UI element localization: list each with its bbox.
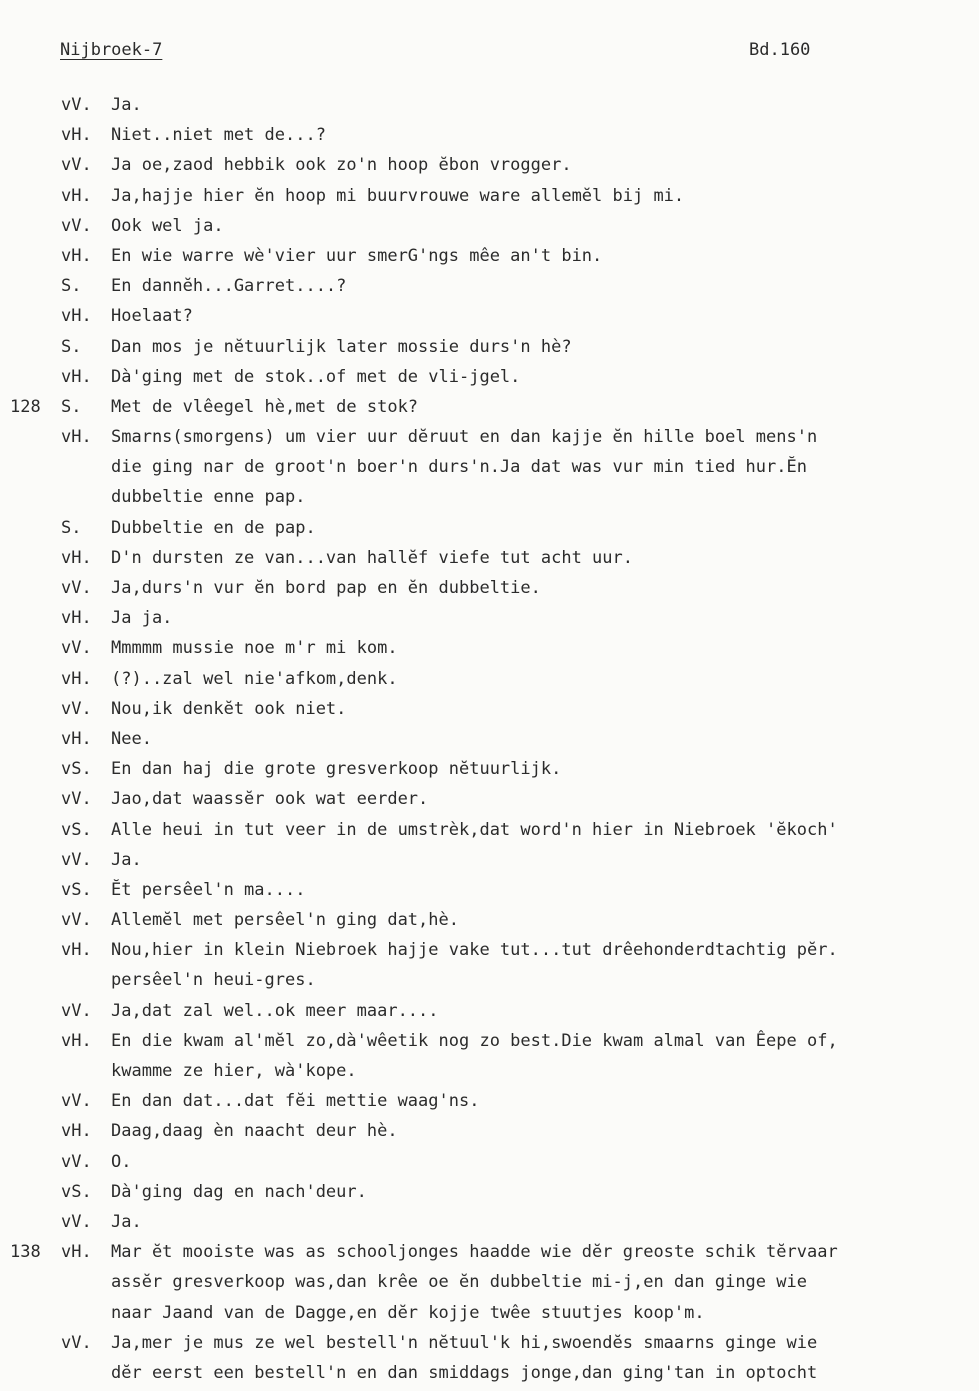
transcript-line <box>0 332 979 362</box>
transcript-line <box>0 815 979 845</box>
speaker-label: vV. <box>61 1332 92 1353</box>
utterance-text: Nee. <box>111 728 152 749</box>
transcript-line <box>0 120 979 150</box>
speaker-label: vH. <box>61 1121 92 1142</box>
speaker-label: vH. <box>61 668 92 689</box>
utterance-text: En dannĕh...Garret....? <box>111 276 347 297</box>
utterance-text: Ook wel ja. <box>111 215 224 236</box>
transcript-line <box>0 513 979 543</box>
utterance-text: En wie warre wè'vier uur smerG'ngs mêe an't bin. <box>111 245 603 266</box>
utterance-text: Dubbeltie en de pap. <box>111 517 316 538</box>
speaker-label: S. <box>61 396 82 417</box>
utterance-text: Dan mos je nĕtuurlijk later mossie durs'n hè? <box>111 336 572 357</box>
utterance-text: persêel'n heui-gres. <box>111 970 316 991</box>
speaker-label: vH. <box>61 245 92 266</box>
transcript-line <box>0 1026 979 1056</box>
speaker-label: vV. <box>61 578 92 598</box>
transcript-line <box>0 271 979 301</box>
utterance-text: Ja,mer je mus ze wel bestell'n nĕtuul'k hi,swoendĕs smaarns ginge wie <box>111 1332 818 1353</box>
transcript-line <box>0 1267 979 1297</box>
transcript-line <box>0 664 979 694</box>
speaker-label: vS. <box>61 879 92 900</box>
utterance-text: Smarns(smorgens) um vier uur dĕruut en dan kajje ĕn hille boel mens'n <box>111 427 818 448</box>
speaker-label: vH. <box>61 185 92 206</box>
transcript-line <box>0 1207 979 1237</box>
transcript-line <box>0 181 979 211</box>
utterance-text: Ĕt persêel'n ma.... <box>111 879 306 900</box>
utterance-text: dubbeltie enne pap. <box>111 487 306 508</box>
utterance-text: Ja oe,zaod hebbik ook zo'n hoop ĕbon vrogger. <box>111 155 572 176</box>
transcript-body <box>0 90 979 1388</box>
speaker-label: vV. <box>61 849 92 870</box>
transcript-line <box>0 875 979 905</box>
utterance-text: Dà'ging dag en nach'deur. <box>111 1181 367 1202</box>
speaker-label: vH. <box>61 1030 92 1051</box>
transcript-line <box>0 1298 979 1328</box>
speaker-label: vV. <box>61 155 92 176</box>
utterance-text: dĕr eerst een bestell'n en dan smiddags jonge,dan ging'tan in optocht <box>111 1362 818 1383</box>
transcript-line <box>0 1237 979 1267</box>
transcript-line <box>0 90 979 120</box>
transcript-line <box>0 603 979 633</box>
utterance-text: Ja. <box>111 849 142 870</box>
document-title: Nijbroek-7 <box>60 40 163 60</box>
page-number: Bd.160 <box>749 40 811 60</box>
transcript-line <box>0 905 979 935</box>
speaker-label: S. <box>61 336 82 357</box>
speaker-label: vH. <box>61 1242 92 1263</box>
utterance-text: Ja,hajje hier ĕn hoop mi buurvrouwe ware allemĕl bij mi. <box>111 185 685 206</box>
speaker-label: vS. <box>61 819 92 840</box>
utterance-text: Jao,dat waassĕr ook wat eerder. <box>111 789 429 810</box>
speaker-label: vH. <box>61 728 92 749</box>
transcript-line <box>0 1328 979 1358</box>
transcript-line <box>0 1177 979 1207</box>
transcript-line <box>0 1086 979 1116</box>
utterance-text: (?)..zal wel nie'afkom,denk. <box>111 668 398 689</box>
transcript-line <box>0 694 979 724</box>
transcript-line <box>0 301 979 331</box>
utterance-text: Allemĕl met persêel'n ging dat,hè. <box>111 910 459 931</box>
speaker-label: S. <box>61 517 82 538</box>
speaker-label: vV. <box>61 789 92 810</box>
speaker-label: S. <box>61 276 82 297</box>
transcript-line <box>0 211 979 241</box>
transcript-line <box>0 392 979 422</box>
speaker-label: vH. <box>61 940 92 961</box>
speaker-label: vS. <box>61 1181 92 1202</box>
utterance-text: Ja. <box>111 95 142 115</box>
utterance-text: Nou,ik denkĕt ook niet. <box>111 698 347 719</box>
utterance-text: En die kwam al'mĕl zo,dà'wêetik nog zo best.Die kwam almal van Êepe of, <box>111 1030 838 1051</box>
utterance-text: Ja. <box>111 1211 142 1232</box>
transcript-line <box>0 845 979 875</box>
speaker-label: vV. <box>61 95 92 115</box>
utterance-text: Hoelaat? <box>111 306 193 327</box>
speaker-label: vV. <box>61 1091 92 1112</box>
transcript-line <box>0 422 979 452</box>
transcript-line <box>0 965 979 995</box>
utterance-text: En dan dat...dat fĕi mettie waag'ns. <box>111 1091 480 1112</box>
utterance-text: die ging nar de groot'n boer'n durs'n.Ja dat was vur min tied hur.Ĕn <box>111 457 807 478</box>
page-header <box>60 40 979 70</box>
speaker-label: vV. <box>61 1000 92 1021</box>
utterance-text: Mar ĕt mooiste was as schooljonges haadde wie dĕr greoste schik tĕrvaar <box>111 1242 838 1263</box>
utterance-text: Met de vlêegel hè,met de stok? <box>111 396 419 417</box>
transcript-line <box>0 1116 979 1146</box>
speaker-label: vH. <box>61 306 92 327</box>
transcript-line <box>0 482 979 512</box>
speaker-label: vV. <box>61 1151 92 1172</box>
transcript-line <box>0 754 979 784</box>
speaker-label: vH. <box>61 366 92 387</box>
transcript-line <box>0 150 979 180</box>
utterance-text: assĕr gresverkoop was,dan krêe oe ĕn dubbeltie mi-j,en dan ginge wie <box>111 1272 807 1293</box>
transcript-line <box>0 784 979 814</box>
utterance-text: O. <box>111 1151 132 1172</box>
utterance-text: Mmmmm mussie noe m'r mi kom. <box>111 638 398 659</box>
utterance-text: kwamme ze hier, wà'kope. <box>111 1061 357 1081</box>
utterance-text: Dà'ging met de stok..of met de vli-jgel. <box>111 366 521 387</box>
speaker-label: vV. <box>61 698 92 719</box>
utterance-text: Ja,durs'n vur ĕn bord pap en ĕn dubbeltie. <box>111 578 541 598</box>
speaker-label: vV. <box>61 1211 92 1232</box>
utterance-text: D'n dursten ze van...van hallĕf viefe tut acht uur. <box>111 547 633 568</box>
transcript-line <box>0 452 979 482</box>
transcript-line <box>0 996 979 1026</box>
transcript-line <box>0 1358 979 1388</box>
speaker-label: vH. <box>61 125 92 146</box>
transcript-line <box>0 724 979 754</box>
speaker-label: vV. <box>61 215 92 236</box>
utterance-text: Alle heui in tut veer in de umstrèk,dat word'n hier in Niebroek 'ĕkoch' <box>111 819 838 840</box>
transcript-line <box>0 241 979 271</box>
transcript-line <box>0 543 979 573</box>
transcript-line <box>0 1056 979 1086</box>
utterance-text: naar Jaand van de Dagge,en dĕr kojje twêe stuutjes koop'm. <box>111 1302 705 1323</box>
transcript-line <box>0 573 979 603</box>
speaker-label: vV. <box>61 638 92 659</box>
utterance-text: En dan haj die grote gresverkoop nĕtuurlijk. <box>111 759 562 780</box>
transcript-line <box>0 1147 979 1177</box>
utterance-text: Ja,dat zal wel..ok meer maar.... <box>111 1000 439 1021</box>
utterance-text: Ja ja. <box>111 608 173 629</box>
speaker-label: vH. <box>61 608 92 629</box>
transcript-line <box>0 633 979 663</box>
utterance-text: Nou,hier in klein Niebroek hajje vake tut...tut drêehonderdtachtig pĕr. <box>111 940 838 961</box>
transcript-line <box>0 362 979 392</box>
speaker-label: vH. <box>61 547 92 568</box>
speaker-label: vH. <box>61 427 92 448</box>
utterance-text: Daag,daag èn naacht deur hè. <box>111 1121 398 1142</box>
utterance-text: Niet..niet met de...? <box>111 125 326 146</box>
speaker-label: vS. <box>61 759 92 780</box>
speaker-label: vV. <box>61 910 92 931</box>
line-number: 138 <box>10 1242 41 1263</box>
line-number: 128 <box>10 396 41 417</box>
transcript-line <box>0 935 979 965</box>
